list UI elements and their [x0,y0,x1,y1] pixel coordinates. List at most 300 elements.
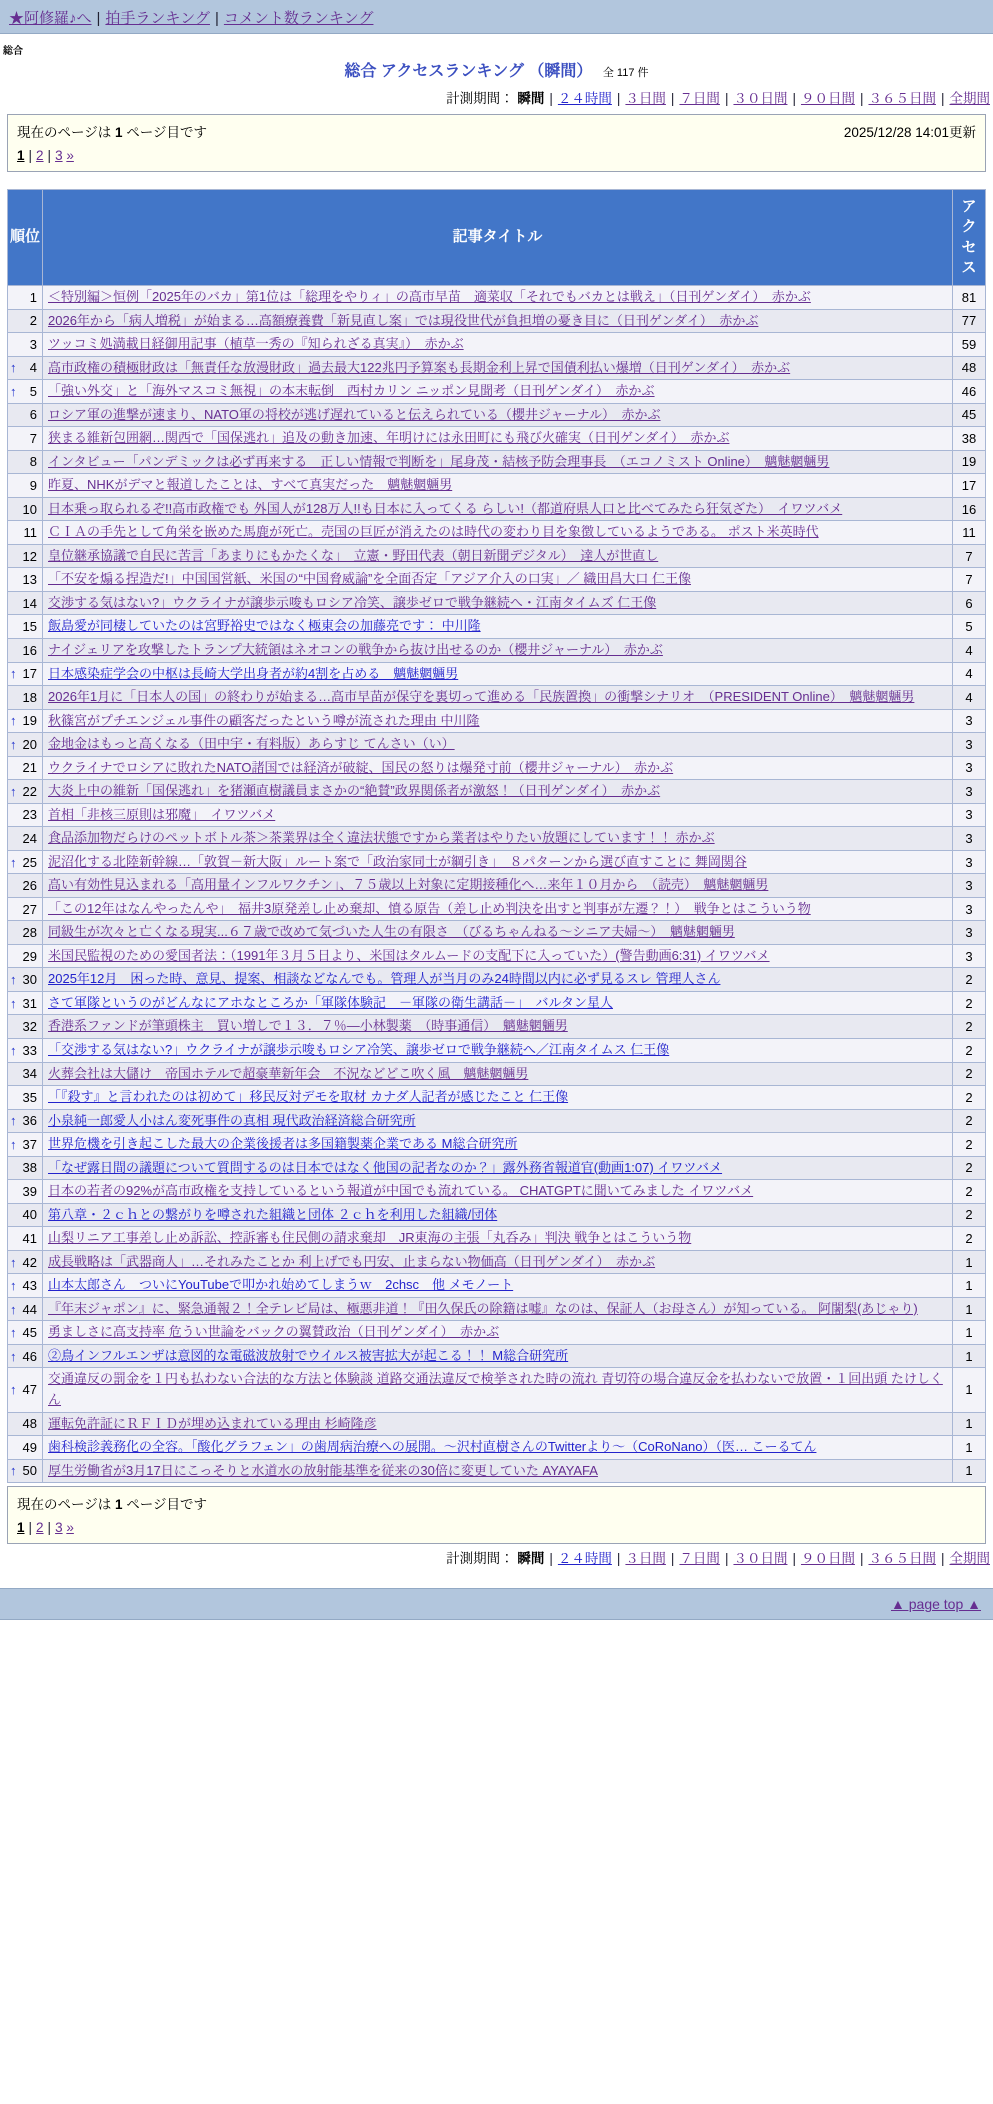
pagination-link[interactable]: 3 [55,1520,63,1536]
rank-number: 47 [22,1382,37,1398]
rank-cell [8,521,43,545]
rank-number: 10 [22,501,37,517]
access-count: 1 [953,1250,986,1274]
rank-number: 20 [22,736,37,752]
rank-number: 35 [22,1089,37,1105]
access-count: 1 [953,1321,986,1345]
rank-cell [8,544,43,568]
separator: | [96,10,101,27]
article-title-cell [43,333,953,357]
rank-cell [8,1227,43,1251]
rank-number: 21 [22,760,37,776]
article-link[interactable]: 2026年から「病人増税」が始まる…高額療養費「新見直し案」では現役世代が負担増の憂き目に（日刊ゲンダイ） 赤かぶ [48,312,759,328]
rank-cell [8,1109,43,1133]
separator: | [214,10,219,27]
article-link[interactable]: 大炎上中の維新「国保逃れ」を猪瀬直樹議員まさかの“絶賛”政界関係者が激怒！（日刊ゲンダイ） 赤かぶ [48,783,661,799]
access-count: 2 [953,1227,986,1251]
separator: | [792,1551,796,1567]
article-link[interactable]: 第八章・２ｃｈとの繋がりを噂された組織と団体 ２ｃｈを利用した組織/団体 [48,1206,498,1222]
table-row [8,427,986,451]
updated-timestamp: 2025/12/28 14:01更新 [843,125,976,140]
period-link[interactable]: 全期間 [949,91,990,106]
period-link[interactable]: 全期間 [949,1551,990,1567]
access-count: 1 [953,1436,986,1460]
rank-number: 33 [22,1042,37,1058]
rank-number: 12 [22,548,37,564]
article-link[interactable]: 山本太郎さん ついにYouTubeで叩かれ始めてしまうｗ 2chsc 他 メモノート [48,1277,514,1293]
access-count: 3 [953,827,986,851]
article-link[interactable]: インタビュー「パンデミックは必ず再来する 正しい情報で判断を」尾身茂・結核予防会理事長 （エコノミスト Online） 魑魅魍魎男 [48,453,830,469]
article-link[interactable]: 成長戦略は「武器商人」…それみたことか 利上げでも円安、止まらない物価高（日刊ゲンダイ） 赤かぶ [48,1253,656,1269]
rank-cell [8,1156,43,1180]
article-link[interactable]: ②鳥インフルエンザは意図的な電磁波放射でウイルス被害拡大が起こる！！ M総合研究所 [48,1347,569,1363]
access-count: 48 [953,356,986,380]
rank-number: 6 [29,407,37,423]
article-title-cell [43,403,953,427]
article-title-cell [43,803,953,827]
access-count: 19 [953,450,986,474]
article-title-cell [43,709,953,733]
article-link[interactable]: 金地金はもっと高くなる（田中宇・有料版）あらすじ てんさい（い） [48,736,455,752]
article-title-cell [43,662,953,686]
separator: | [616,1551,621,1567]
article-title-cell [43,1039,953,1063]
article-link[interactable]: 山梨リニア工事差し止め訴訟、控訴審も住民側の請求棄却 JR東海の主張「丸呑み」判決 戦争とはこういう物 [48,1230,692,1246]
rank-cell [8,1412,43,1436]
article-title-cell [43,944,953,968]
article-link[interactable]: 交渉する気はない?」ウクライナが譲歩示唆もロシア冷笑、譲歩ゼロで戦争継続へ・江南タイムズ 仁王像 [48,594,657,610]
page-title [0,58,993,81]
article-title-cell [43,1459,953,1483]
rank-number: 38 [22,1160,37,1176]
period-link[interactable]: ９０日間 [800,1551,855,1567]
access-count: 3 [953,803,986,827]
rank-number: 50 [22,1463,37,1479]
rank-up-arrow-icon: ↑ [10,383,17,399]
article-link[interactable]: ＣＩＡの手先として角栄を嵌めた馬鹿が死亡。売国の巨匠が消えたのは時代の変わり目を象徴しているようである。 ポスト米英時代 [48,524,819,540]
rank-number: 8 [29,454,37,470]
rank-number: 15 [22,619,37,635]
article-link[interactable]: 米国民監視のための愛国者法：（1991年３月５日より、米国はタルムードの支配下に入っていた）(警告動画6:31) イワツバメ [48,947,770,963]
rank-cell [8,474,43,498]
article-title-cell [43,1250,953,1274]
access-count: 5 [953,615,986,639]
page-top-link[interactable]: ▲ page top ▲ [891,1596,981,1613]
article-link[interactable]: 秋篠宮がプチエンジェル事件の顧客だったという噂が流された理由 中川隆 [48,712,480,728]
separator: | [28,148,33,163]
access-count: 1 [953,1459,986,1483]
article-link[interactable]: ロシア軍の進撃が速まり、NATO軍の将校が逃げ遅れていると伝えられている（櫻井ジャーナル） 赤かぶ [48,406,661,422]
article-link[interactable]: 「不安を煽る捏造だ!」中国国営紙、米国の“中国脅威論”を全面否定「アジア介入の口実」／ 織田昌大口 仁王像 [48,571,691,587]
article-title-cell [43,474,953,498]
period-link[interactable]: ３日間 [625,1551,666,1567]
article-title-cell [43,1133,953,1157]
separator: | [47,1520,52,1536]
rank-cell [8,1062,43,1086]
article-link[interactable]: 「交渉する気はない?」ウクライナが譲歩示唆もロシア冷笑、譲歩ゼロで戦争継続へ／江南タイムス 仁王像 [48,1042,670,1057]
rank-up-arrow-icon: ↑ [10,972,17,988]
rank-number: 49 [22,1439,37,1455]
topbar-link[interactable]: ★阿修羅♪へ [9,10,92,27]
rank-number: 45 [22,1325,37,1341]
rank-up-arrow-icon: ↑ [10,1325,17,1341]
table-row [8,780,986,804]
table-row [8,333,986,357]
table-row [8,568,986,592]
table-row [8,356,986,380]
article-title-cell [43,1368,953,1412]
article-link[interactable]: さて軍隊というのがどんなにアホなところか「軍隊体験記 －軍隊の衛生講話－」 バルタン星人 [48,994,613,1010]
period-link[interactable]: ３０日間 [733,1551,788,1567]
access-count: 2 [953,1203,986,1227]
rank-number: 44 [22,1301,37,1317]
table-row [8,827,986,851]
article-title-cell [43,380,953,404]
period-link[interactable]: ３０日間 [733,91,788,106]
separator: | [940,1551,945,1567]
table-row [8,991,986,1015]
rank-number: 39 [22,1183,37,1199]
table-row [8,921,986,945]
table-row [8,615,986,639]
rank-number: 24 [22,830,37,846]
article-link[interactable]: 日本乗っ取られるぞ!!高市政権でも 外国人が128万人!!も日本に入ってくる らしい!（都道府県人口と比べてみたら狂気ざた） イワツバメ [48,500,843,516]
article-link[interactable]: 日本感染症学会の中枢は長崎大学出身者が約4割を占める 魑魅魍魎男 [48,665,459,681]
rank-cell [8,803,43,827]
period-link[interactable]: ２４時間 [557,91,612,106]
table-row [8,1227,986,1251]
article-title-cell [43,1412,953,1436]
article-title-cell [43,1180,953,1204]
table-row [8,638,986,662]
separator: | [792,91,796,106]
rank-number: 41 [22,1231,37,1247]
access-count: 2 [953,968,986,992]
bottom-spacer [0,1620,993,1650]
rank-number: 14 [22,595,37,611]
article-link[interactable]: 泥沼化する北陸新幹線…「敦賀－新大阪」ルート案で「政治家同士が綱引き」 ８パターンから選び直すことに 舞岡関谷 [48,853,747,869]
table-row [8,591,986,615]
rank-cell [8,497,43,521]
article-title-cell [43,780,953,804]
article-link[interactable]: 2026年1月に「日本人の国」の終わりが始まる…高市早苗が保守を裏切って進める「民族置換」の衝撃シナリオ （PRESIDENT Online） 魑魅魍魎男 [48,689,915,705]
table-row [8,1086,986,1110]
rank-number: 42 [22,1254,37,1270]
article-link[interactable]: 歯科検診義務化の全容。「酸化グラフェン」の歯周病治療への展開。～沢村直樹さんのTwitterより～（CoRoNano）（医… こーるてん [48,1439,817,1455]
article-title-cell [43,1436,953,1460]
article-title-cell [43,1062,953,1086]
table-row [8,1274,986,1298]
rank-cell [8,356,43,380]
table-row [8,1436,986,1460]
article-title-cell [43,615,953,639]
article-title-cell [43,1203,953,1227]
table-row [8,850,986,874]
access-count: 2 [953,1133,986,1157]
table-row [8,1344,986,1368]
article-title-cell [43,309,953,333]
article-link[interactable]: 同級生が次々と亡くなる現実...６７歳で改めて気づいた人生の有限さ （びるちゃんねる～シニア夫婦～） 魑魅魍魎男 [48,924,735,940]
rank-up-arrow-icon: ↑ [10,1278,17,1294]
table-row [8,1109,986,1133]
access-count: 6 [953,591,986,615]
access-count: 16 [953,497,986,521]
article-title-cell [43,1156,953,1180]
article-link[interactable]: 香港系ファンドが筆頭株主 買い増しで１３．７％—小林製薬 （時事通信） 魑魅魍魎男 [48,1018,568,1034]
access-count: 3 [953,874,986,898]
rank-number: 2 [29,313,37,329]
table-row [8,544,986,568]
rank-cell [8,1297,43,1321]
table-row [8,897,986,921]
article-link[interactable]: 厚生労働省が3月17日にこっそりと水道水の放射能基準を従来の30倍に変更していた AYAYAFA [48,1462,598,1478]
rank-up-arrow-icon: ↑ [10,360,17,376]
access-count: 3 [953,733,986,757]
table-row [8,497,986,521]
table-row [8,380,986,404]
access-count: 2 [953,991,986,1015]
article-link[interactable]: 「強い外交」と「海外マスコミ無視」の本末転倒 西村カリン ニッポン見聞考（日刊ゲンダイ） 赤かぶ [48,383,655,399]
separator: | [859,91,864,106]
rank-cell [8,897,43,921]
article-link[interactable]: 高市政権の積極財政は「無責任な放漫財政」過去最大122兆円予算案も長期金利上昇で国債利払い爆増（日刊ゲンダイ） 赤かぶ [48,359,791,375]
access-count: 3 [953,921,986,945]
access-count: 2 [953,1062,986,1086]
pagination-next-link[interactable]: » [66,148,74,163]
rank-cell [8,427,43,451]
article-title-cell [43,850,953,874]
access-count: 1 [953,1344,986,1368]
access-count: 4 [953,638,986,662]
article-title-cell [43,733,953,757]
article-link[interactable]: 日本の若者の92%が高市政権を支持しているという報道が中国でも流れている。 CHATGPTに聞いてみました イワツバメ [48,1183,754,1199]
article-link[interactable]: 食品添加物だらけのペットボトル茶＞茶業界は全く違法状態ですから業者はやりたい放題にしています！！ 赤かぶ [48,830,715,846]
access-count: 3 [953,780,986,804]
rank-up-arrow-icon: ↑ [10,1113,17,1129]
article-link[interactable]: 小泉純一郎愛人小はん変死事件の真相 現代政治経済総合研究所 [48,1112,416,1128]
rank-cell [8,1086,43,1110]
rank-up-arrow-icon: ↑ [10,1254,17,1270]
rank-number: 9 [29,478,37,494]
article-link[interactable]: 勇ましさに高支持率 危うい世論をバックの翼賛政治（日刊ゲンダイ） 赤かぶ [48,1324,500,1340]
pagination-link[interactable]: 3 [55,148,63,163]
rank-number: 26 [22,878,37,894]
article-title-cell [43,544,953,568]
article-link[interactable]: 運転免許証にＲＦＩＤが埋め込まれている理由 杉崎隆彦 [48,1415,377,1431]
table-row [8,309,986,333]
rank-number: 22 [22,783,37,799]
article-link[interactable]: 「『殺す』と言われたのは初めて」移民反対デモを取材 カナダ人記者が感じたこと 仁王像 [48,1089,569,1105]
separator: | [859,1551,864,1567]
table-row [8,874,986,898]
table-row [8,756,986,780]
article-title-cell [43,968,953,992]
rank-cell [8,1250,43,1274]
table-row [8,286,986,310]
period-selector-bottom [0,1544,993,1574]
access-count: 46 [953,380,986,404]
period-link[interactable]: ３日間 [625,91,666,106]
rank-number: 16 [22,642,37,658]
article-link[interactable]: 狭まる維新包囲網…関西で「国保逃れ」追及の動き加速、年明けには永田町にも飛び火確実（日刊ゲンダイ） 赤かぶ [48,430,730,446]
rank-cell [8,709,43,733]
table-row [8,803,986,827]
article-link[interactable]: ＜特別編＞恒例「2025年のバカ」第1位は「総理をやりィ」の高市早苗 適菜収「それでもバカとは戦え」（日刊ゲンダイ） 赤かぶ [48,289,811,304]
article-link[interactable]: 飯島愛が同棲していたのは宮野裕史ではなく極東会の加藤亮です： 中川隆 [48,618,481,634]
topbar-link[interactable]: コメント数ランキング [223,10,374,27]
rank-cell [8,1133,43,1157]
period-link[interactable]: ３６５日間 [868,1551,936,1567]
rank-cell [8,1436,43,1460]
table-row [8,450,986,474]
period-link[interactable]: ７日間 [679,1551,720,1567]
article-title-cell [43,638,953,662]
article-title-cell [43,591,953,615]
pagination-current: 1 [17,148,25,163]
separator: | [724,91,729,106]
article-title-cell [43,1015,953,1039]
article-title-cell [43,686,953,710]
rank-cell [8,403,43,427]
article-link[interactable]: ツッコミ処満載日経御用記事（植草一秀の『知られざる真実』） 赤かぶ [48,336,464,352]
rank-up-arrow-icon: ↑ [10,713,17,729]
article-title-cell [43,521,953,545]
rank-number: 11 [23,525,37,541]
table-row [8,1459,986,1483]
rank-cell [8,827,43,851]
table-row [8,1412,986,1436]
separator: | [670,91,675,106]
table-row [8,1062,986,1086]
access-count: 4 [953,686,986,710]
pagination-current: 1 [17,1520,25,1536]
access-count: 77 [953,309,986,333]
article-link[interactable]: 火葬会社は大儲け 帝国ホテルで超豪華新年会 不況などどこ吹く風 魑魅魍魎男 [48,1065,529,1081]
rank-cell [8,874,43,898]
page-info-box-top [7,114,986,172]
access-count: 45 [953,403,986,427]
rank-cell [8,286,43,310]
rank-number: 34 [22,1066,37,1082]
rank-number: 13 [22,572,37,588]
rank-number: 32 [22,1019,37,1035]
period-link[interactable]: ９０日間 [800,91,855,106]
table-row [8,1368,986,1412]
table-row [8,709,986,733]
pagination-top [17,145,976,165]
rank-number: 36 [22,1113,37,1129]
pagination-next-link[interactable]: » [66,1520,74,1536]
article-link[interactable]: 昨夏、NHKがデマと報道したことは、すべて真実だった 魑魅魍魎男 [48,477,453,493]
rank-number: 4 [29,360,37,376]
rank-number: 30 [22,972,37,988]
rank-cell [8,1180,43,1204]
rank-cell [8,968,43,992]
rank-cell [8,1039,43,1063]
rank-number: 18 [22,689,37,705]
table-row [8,1297,986,1321]
article-link[interactable]: 交通違反の罰金を１円も払わない合法的な方法と体験談 道路交通法違反で検挙された時の流れ 青切符の場合違反金を払わないで放置・１回出頭 たけしくん [48,1371,943,1407]
article-link[interactable]: 首相「非核三原則は邪魔」 イワツバメ [48,806,276,822]
table-row [8,474,986,498]
article-link[interactable]: 『年末ジャポン』に、緊急通報２！全テレビ局は、極悪非道！『田久保氏の除籍は嘘』なのは、保証人（お母さん）が知っている。 阿闍梨(あじゃり) [48,1300,918,1316]
article-title-cell [43,874,953,898]
ranking-table [7,189,986,1483]
rank-up-arrow-icon: ↑ [10,1301,17,1317]
separator: | [940,91,945,106]
period-link[interactable]: ２４時間 [557,1551,612,1567]
separator: | [724,1551,729,1567]
article-title-cell [43,286,953,310]
period-selector-top [0,84,993,114]
rank-cell [8,686,43,710]
rank-number: 27 [22,901,37,917]
period-links [517,1551,990,1566]
article-link[interactable]: 2025年12月 困った時、意見、提案、相談などなんでも。管理人が当月のみ24時間以内に必ず見るスレ 管理人さん [48,971,721,987]
period-current: 瞬間 [517,91,545,106]
rank-number: 48 [22,1416,37,1432]
rank-cell [8,1203,43,1227]
separator: | [47,148,52,163]
article-link[interactable]: ナイジェリアを攻撃したトランプ大統領はネオコンの戦争から抜け出せるのか（櫻井ジャーナル） 赤かぶ [48,641,663,657]
access-count: 7 [953,568,986,592]
topbar-link[interactable]: 拍手ランキング [105,10,210,27]
rank-up-arrow-icon: ↑ [10,1348,17,1364]
access-count: 3 [953,709,986,733]
ranking-body [8,286,986,1483]
article-title-cell [43,1297,953,1321]
article-title-cell [43,1227,953,1251]
access-count: 1 [953,1297,986,1321]
article-title-cell [43,991,953,1015]
column-header-access: アクセス [953,190,986,286]
table-row [8,662,986,686]
separator: | [616,91,621,106]
column-header-title: 記事タイトル [43,190,953,286]
rank-cell [8,615,43,639]
access-count: 4 [953,662,986,686]
pagination-link[interactable]: 2 [36,1520,44,1536]
rank-number: 17 [22,666,37,682]
period-links [517,91,990,106]
rank-number: 40 [22,1207,37,1223]
table-row [8,1039,986,1063]
article-link[interactable]: 皇位継承協議で自民に苦言「あまりにもかたくな」 立憲・野田代表（朝日新聞デジタル） 達人が世直し [48,547,659,563]
article-title-cell [43,1086,953,1110]
rank-number: 1 [29,289,37,305]
article-link[interactable]: 高い有効性見込まれる「高用量インフルワクチン」、７５歳以上対象に定期接種化へ…来年１０月から （読売） 魑魅魍魎男 [48,877,769,893]
rank-cell [8,1459,43,1483]
period-link[interactable]: ３６５日間 [868,91,936,106]
article-link[interactable]: 「この12年はなんやったんや」 福井3原発差し止め棄却、憤る原告（差し止め判決を出すと判事が左遷？！） 戦争とはこういう物 [48,900,811,916]
rank-up-arrow-icon: ↑ [10,854,17,870]
article-link[interactable]: ウクライナでロシアに敗れたNATO諸国では経済が破綻、国民の怒りは爆発寸前（櫻井ジャーナル） 赤かぶ [48,759,674,775]
table-row [8,944,986,968]
period-link[interactable]: ７日間 [679,91,720,106]
pagination-link[interactable]: 2 [36,148,44,163]
pagetop-bar [0,1588,993,1620]
table-row [8,1180,986,1204]
rank-cell [8,1368,43,1412]
topbar-links [9,10,373,27]
table-row [8,968,986,992]
article-link[interactable]: 世界危機を引き起こした最大の企業後援者は多国籍製薬企業である M総合研究所 [48,1136,518,1152]
table-row [8,1156,986,1180]
topbar [0,0,993,34]
separator: | [670,1551,675,1567]
access-count: 3 [953,897,986,921]
article-link[interactable]: 「なぜ露日間の議題について質問するのは日本ではなく他国の記者なのか？」露外務省報道官(動画1:07) イワツバメ [48,1159,723,1175]
